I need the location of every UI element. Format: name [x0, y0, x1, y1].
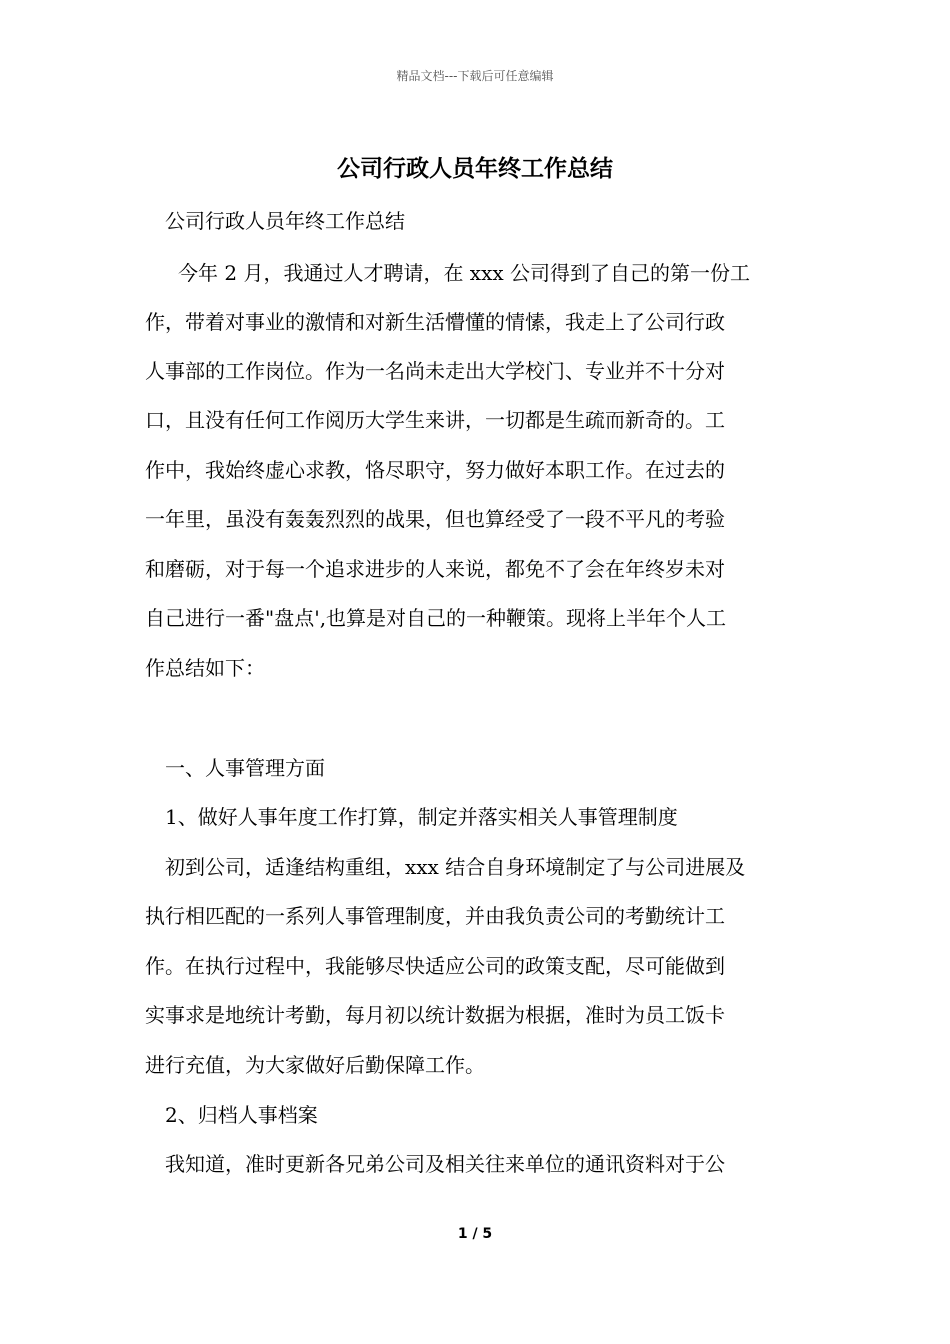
- document-title: 公司行政人员年终工作总结: [337, 156, 613, 182]
- paragraph-line: 作中，我始终虚心求教，恪尽职守，努力做好本职工作。在过去的: [145, 458, 725, 482]
- page-header: 精品文档---下载后可任意编辑: [396, 69, 554, 83]
- paragraph-line: 初到公司，适逢结构重组，xxx 结合自身环境制定了与公司进展及: [165, 855, 746, 879]
- paragraph-line: 口，且没有任何工作阅历大学生来讲，一切都是生疏而新奇的。工: [145, 408, 725, 432]
- paragraph-line: 自己进行一番"盘点',也算是对自己的一种鞭策。现将上半年个人工: [145, 606, 727, 630]
- paragraph-line: 人事部的工作岗位。作为一名尚未走出大学校门、专业并不十分对: [145, 359, 725, 383]
- subsection-heading: 2、归档人事档案: [165, 1103, 318, 1127]
- paragraph-line: 和磨砺，对于每一个追求进步的人来说，都免不了会在年终岁未对: [145, 557, 725, 581]
- subsection-heading: 1、做好人事年度工作打算，制定并落实相关人事管理制度: [165, 805, 678, 829]
- paragraph-line: 进行充值，为大家做好后勤保障工作。: [145, 1053, 485, 1077]
- paragraph-line: 我知道，准时更新各兄弟公司及相关往来单位的通讯资料对于公: [165, 1152, 725, 1176]
- paragraph-line: 执行相匹配的一系列人事管理制度，并由我负责公司的考勤统计工: [145, 904, 725, 928]
- paragraph-line: 今年 2 月，我通过人才聘请，在 xxx 公司得到了自己的第一份工: [178, 261, 750, 285]
- paragraph-line: 作。在执行过程中，我能够尽快适应公司的政策支配，尽可能做到: [145, 954, 725, 978]
- paragraph-line: 作，带着对事业的激情和对新生活懵懂的情愫，我走上了公司行政: [145, 310, 725, 334]
- section-heading: 一、人事管理方面: [165, 756, 325, 780]
- page-number: 1 / 5: [457, 1226, 493, 1242]
- paragraph-line: 作总结如下：: [145, 656, 265, 680]
- paragraph-line: 一年里，虽没有轰轰烈烈的战果，但也算经受了一段不平凡的考验: [145, 507, 725, 531]
- paragraph-line: 实事求是地统计考勤，每月初以统计数据为根据，准时为员工饭卡: [145, 1003, 725, 1027]
- subtitle-line: 公司行政人员年终工作总结: [165, 209, 405, 233]
